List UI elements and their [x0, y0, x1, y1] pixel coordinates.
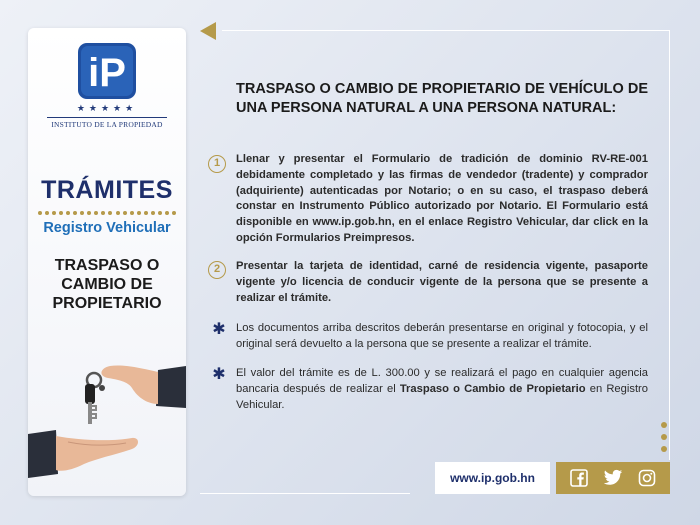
note-2-text-after: en Registro Vehicular.	[236, 382, 648, 411]
frame-line-bottom	[200, 493, 410, 494]
step-1-number-icon: 1	[208, 155, 226, 173]
asterisk-bullet-icon: ✱	[212, 366, 226, 383]
dotted-divider	[38, 211, 176, 217]
logo-stars: ★★★★★	[76, 103, 138, 113]
sidebar-subtitle	[28, 256, 186, 313]
subtitle-line-2: CAMBIO DE	[61, 276, 153, 293]
sidebar-panel	[28, 28, 186, 496]
asterisk-bullet-icon: ✱	[212, 321, 226, 338]
decorative-arrow-icon	[200, 22, 216, 40]
registro-vehicular-label: Registro Vehicular	[43, 220, 171, 236]
step-2-text: Presentar la tarjeta de identidad, carné de residencia vigente, pasaporte vigente y/o licencia de conducir vigente de la persona que se presente a realizar el trámite.	[236, 260, 648, 304]
institute-name: INSTITUTO DE LA PROPIEDAD	[51, 120, 163, 129]
social-bar	[556, 462, 670, 494]
instagram-icon[interactable]	[637, 468, 657, 488]
note-2-text-bold: Traspaso o Cambio de Propietario	[399, 382, 586, 395]
logo-divider	[47, 117, 167, 118]
tramites-heading: TRÁMITES	[41, 176, 173, 204]
subtitle-line-3: PROPIETARIO	[52, 295, 162, 312]
note-1-text: Los documentos arriba descritos deberán presentarse en original y fotocopia, y el original será devuelto a la persona que se presente a realizar el trámite.	[236, 322, 648, 350]
institute-logo	[28, 42, 186, 129]
frame-line-top	[222, 30, 670, 31]
vertical-dots-decoration	[661, 422, 669, 458]
subtitle-line-1: TRASPASO O	[54, 257, 160, 274]
website-link[interactable]: www.ip.gob.hn	[435, 462, 550, 494]
page-title: TRASPASO O CAMBIO DE PROPIETARIO DE VEHÍCULO DE UNA PERSONA NATURAL A UNA PERSONA NATURAL:	[236, 81, 648, 116]
ip-logo-icon	[77, 42, 137, 100]
note-2-text	[236, 366, 648, 413]
facebook-icon[interactable]	[569, 468, 589, 488]
step-2-number-icon: 2	[208, 261, 226, 279]
frame-line-right	[669, 30, 670, 460]
step-1-text: Llenar y presentar el Formulario de tradición de dominio RV-RE-001 debidamente completado y las firmas de vendedor (tradente) y comprador (adquiriente) autenticadas por Notario; o en su caso, el traspaso deberá constar en Instrumento Público autorizado por Notario. El Formulario está disponible en www.ip.gob.hn, en el enlace Registro Vehicular, dar click en la opción Formularios Preimpresos.	[236, 153, 648, 244]
twitter-icon[interactable]	[603, 468, 623, 488]
note-2-text-before: El valor del trámite es de L. 300.00 y se realizará el pago en cualquier agencia bancaria después de realizar el	[236, 367, 648, 395]
svg-text:iP: iP	[88, 51, 126, 95]
hands-keys-illustration	[28, 346, 186, 496]
